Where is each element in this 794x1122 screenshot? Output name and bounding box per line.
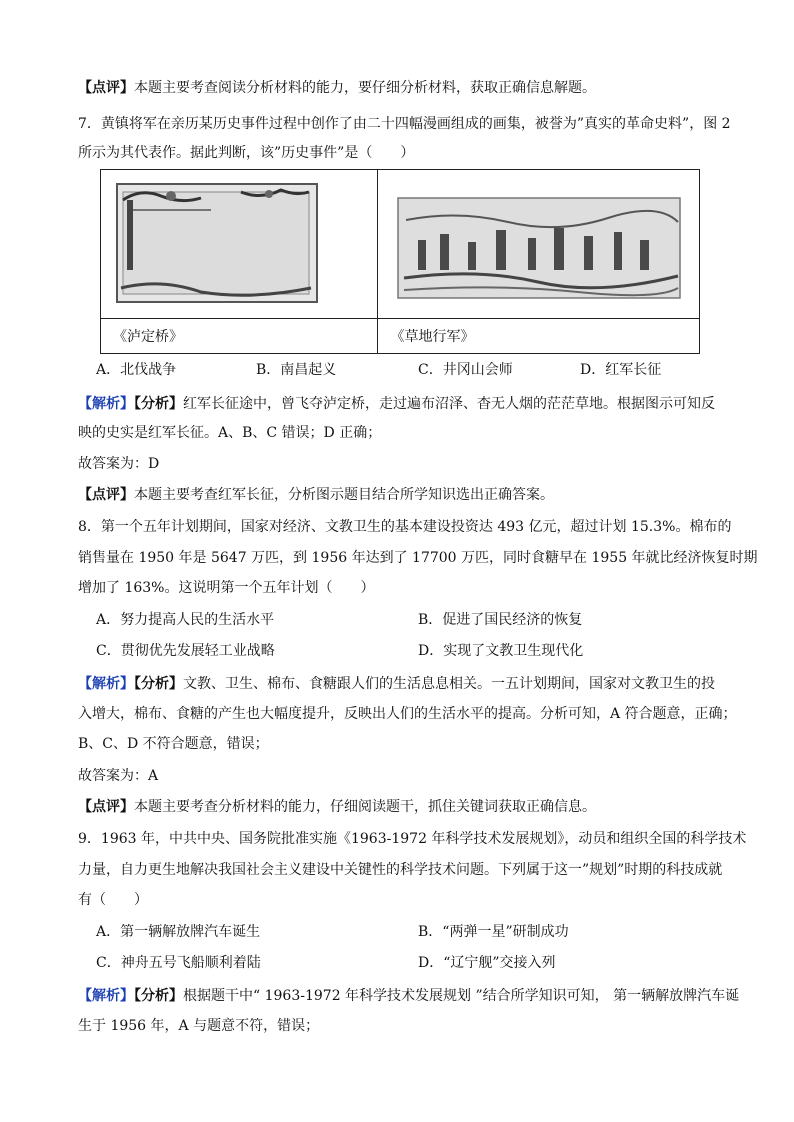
q9-analysis-text1: 根据题干中“ 1963-1972 年科学技术发展规划 ”结合所学知识可知， 第一辆解放牌汽车诞 [183,988,740,1004]
q7-option-c: C．井冈山会师 [418,362,513,378]
q8-analysis-line1 [78,674,715,694]
q7-option-b: B．南昌起义 [256,362,337,378]
luding-bridge-image [101,170,377,318]
q7-comment-line [78,485,554,505]
q9-stem-line3: 有（ ） [78,892,148,908]
q9-analysis-line1 [78,986,739,1006]
q9-option-b: B．“两弹一星”研制成功 [418,924,569,940]
figure-table [100,169,700,354]
q8-comment-text: 本题主要考查分析材料的能力，仔细阅读题干，抓住关键词获取正确信息。 [134,799,596,815]
q8-answer: 故答案为：A [78,768,159,784]
grassland-march-image [378,170,698,318]
q7-answer: 故答案为：D [78,456,160,472]
comment-line [78,78,596,98]
comment-tag: 【点评】 [78,799,134,815]
q7-analysis-line2: 映的史实是红军长征。A、B、C 错误；D 正确； [78,425,382,441]
q8-analysis-line3: B、C、D 不符合题意，错误； [78,736,269,752]
q8-analysis-text1: 文教、卫生、棉布、食糖跟人们的生活息息相关。一五计划期间，国家对文教卫生的投 [183,676,715,692]
fenxi-tag: 【分析】 [134,676,183,692]
q8-option-b: B．促进了国民经济的恢复 [418,612,583,628]
q7-option-d: D．红军长征 [580,362,662,378]
q8-stem-line3: 增加了 163%。这说明第一个五年计划（ ） [78,580,375,596]
comment-tag: 【点评】 [78,487,134,503]
q8-analysis-line2: 入增大，棉布、食糖的产生也大幅度提升，反映出人们的生活水平的提高。分析可知，A 符合题意，正确； [78,706,737,722]
q9-option-a: A．第一辆解放牌汽车诞生 [96,924,261,940]
q7-analysis-line1 [78,394,715,414]
q8-stem-line2: 销售量在 1950 年是 5647 万匹，到 1956 年达到了 17700 万匹，同时食糖早在 1955 年就比经济恢复时期 [78,550,758,566]
q7-stem-line2: 所示为其代表作。据此判断，该”历史事件”是（ ） [78,145,415,161]
q9-option-c: C．神舟五号飞船顺利着陆 [96,955,261,971]
q7-stem-line1: 7．黄镇将军在亲历某历史事件过程中创作了由二十四幅漫画组成的画集，被誉为”真实的革命史料”，图 2 [78,116,731,132]
q7-analysis-text1: 红军长征途中，曾飞夺泸定桥，走过遍布沼泽、杳无人烟的茫茫草地。根据图示可知反 [183,396,715,412]
q8-option-c: C．贯彻优先发展轻工业战略 [96,643,275,659]
fenxi-tag: 【分析】 [134,396,183,412]
q7-option-a: A．北伐战争 [96,362,177,378]
figure-caption-grassland: 《草地行军》 [378,319,700,354]
q9-stem-line1: 9．1963 年，中共中央、国务院批准实施《1963-1972 年科学技术发展规划》，动员和组织全国的科学技术 [78,831,747,847]
analysis-tag: 【解析】 [78,988,134,1004]
q7-comment-text: 本题主要考查红军长征，分析图示题目结合所学知识选出正确答案。 [134,487,554,503]
q9-analysis-line2: 生于 1956 年，A 与题意不符，错误； [78,1018,320,1034]
q9-stem-line2: 力量，自力更生地解决我国社会主义建设中关键性的科学技术问题。下列属于这一”规划”时期的科技成就 [78,862,723,878]
figure-caption-luding: 《泸定桥》 [101,319,378,354]
figure-grassland-cell [378,170,700,319]
analysis-tag: 【解析】 [78,676,134,692]
q8-comment-line [78,797,596,817]
comment-text: 本题主要考查阅读分析材料的能力，要仔细分析材料，获取正确信息解题。 [134,80,596,96]
q8-stem-line1: 8．第一个五年计划期间，国家对经济、文教卫生的基本建设投资达 493 亿元，超过计划 15.3%。棉布的 [78,519,732,535]
q9-option-d: D．“辽宁舰”交接入列 [418,955,556,971]
q8-option-a: A．努力提高人民的生活水平 [96,612,275,628]
q8-option-d: D．实现了文教卫生现代化 [418,643,584,659]
figure-luding-bridge-cell [101,170,378,319]
fenxi-tag: 【分析】 [134,988,183,1004]
comment-tag: 【点评】 [78,80,134,96]
analysis-tag: 【解析】 [78,396,134,412]
